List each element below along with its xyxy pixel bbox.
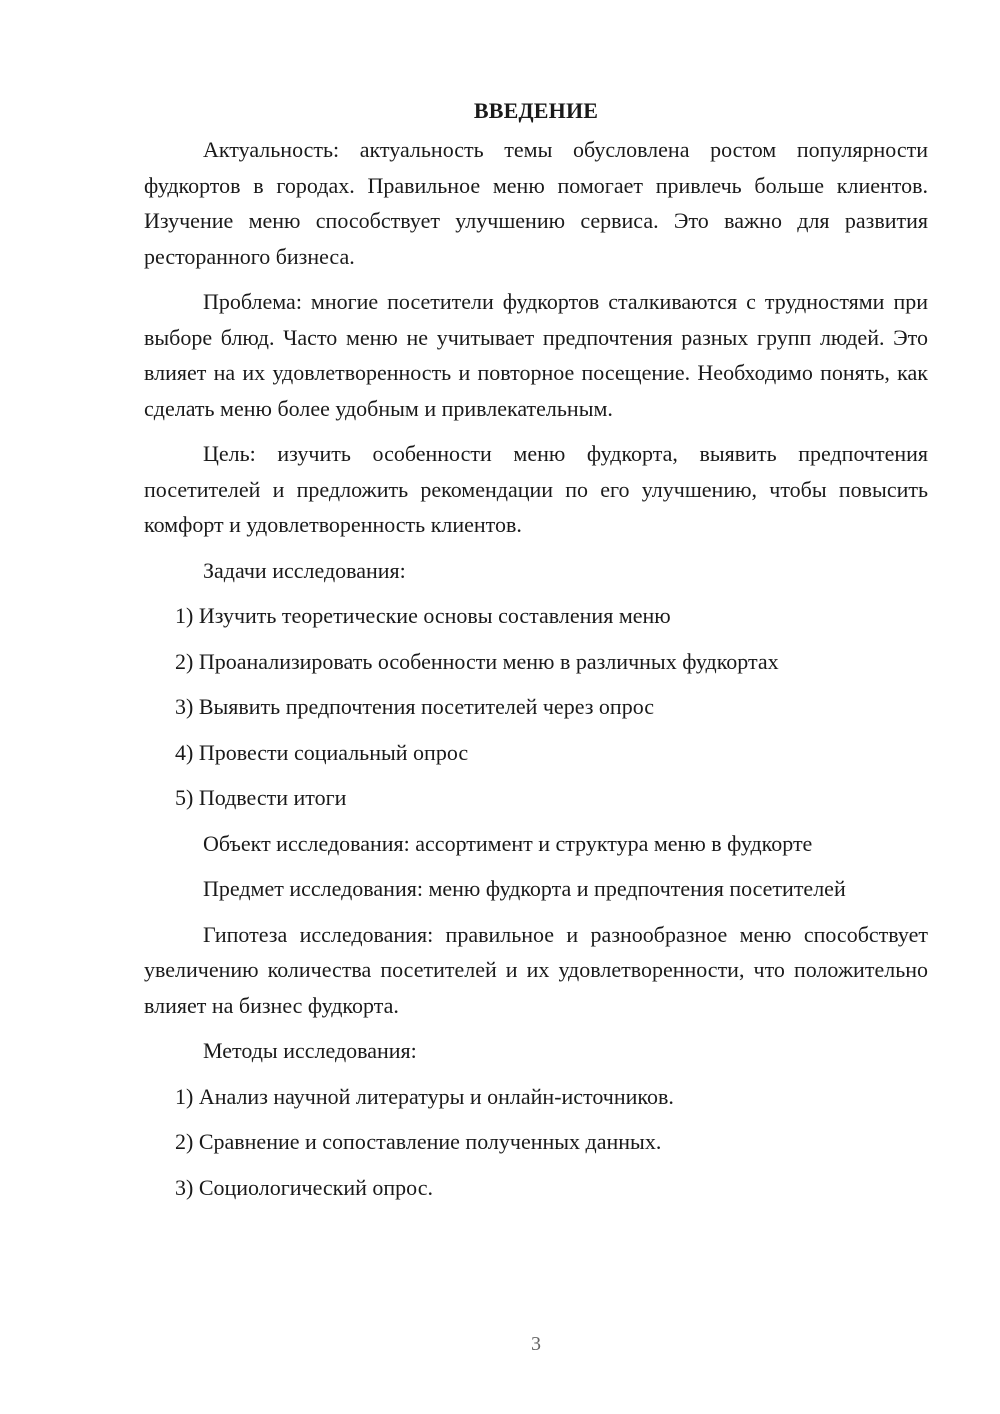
tasks-heading: Задачи исследования: xyxy=(203,557,406,583)
task-item-4: 4) Провести социальный опрос xyxy=(175,739,469,765)
methods-heading: Методы исследования: xyxy=(203,1038,417,1063)
task-item-2: 2) Проанализировать особенности меню в различных фудкортах xyxy=(175,648,779,674)
relevance-paragraph: Актуальность: актуальность темы обусловлена ростом популярности фудкортов в городах. Правильное меню помогает привлечь больше клиентов. Изучение меню способствует улучшению сервиса. Это важно для развития ресторанного бизнеса. xyxy=(144,137,928,269)
task-item-5: 5) Подвести итоги xyxy=(175,785,347,810)
method-item-1: 1) Анализ научной литературы и онлайн-источников. xyxy=(175,1083,674,1109)
task-item-1: 1) Изучить теоретические основы составления меню xyxy=(175,603,671,628)
task-item-3: 3) Выявить предпочтения посетителей через опрос xyxy=(175,694,655,719)
object-paragraph: Объект исследования: ассортимент и структура меню в фудкорте xyxy=(203,830,813,856)
page-number: 3 xyxy=(531,1333,541,1355)
subject-paragraph: Предмет исследования: меню фудкорта и предпочтения посетителей xyxy=(203,876,846,901)
method-item-3: 3) Социологический опрос. xyxy=(175,1174,433,1200)
hypothesis-paragraph: Гипотеза исследования: правильное и разнообразное меню способствует увеличению количества посетителей и их удовлетворенности, что положительно влияет на бизнес фудкорта. xyxy=(144,921,928,1018)
goal-paragraph: Цель: изучить особенности меню фудкорта, выявить предпочтения посетителей и предложить рекомендации по его улучшению, чтобы повысить комфорт и удовлетворенность клиентов. xyxy=(144,441,928,537)
problem-paragraph: Проблема: многие посетители фудкортов сталкиваются с трудностями при выборе блюд. Часто меню не учитывает предпочтения разных групп людей. Это влияет на их удовлетворенность и повторное посещение. Необходимо понять, как сделать меню более удобным и привлекательным. xyxy=(144,289,928,421)
document-page xyxy=(144,94,928,1205)
method-item-2: 2) Сравнение и сопоставление полученных данных. xyxy=(175,1129,662,1154)
section-title: ВВЕДЕНИЕ xyxy=(473,98,599,123)
